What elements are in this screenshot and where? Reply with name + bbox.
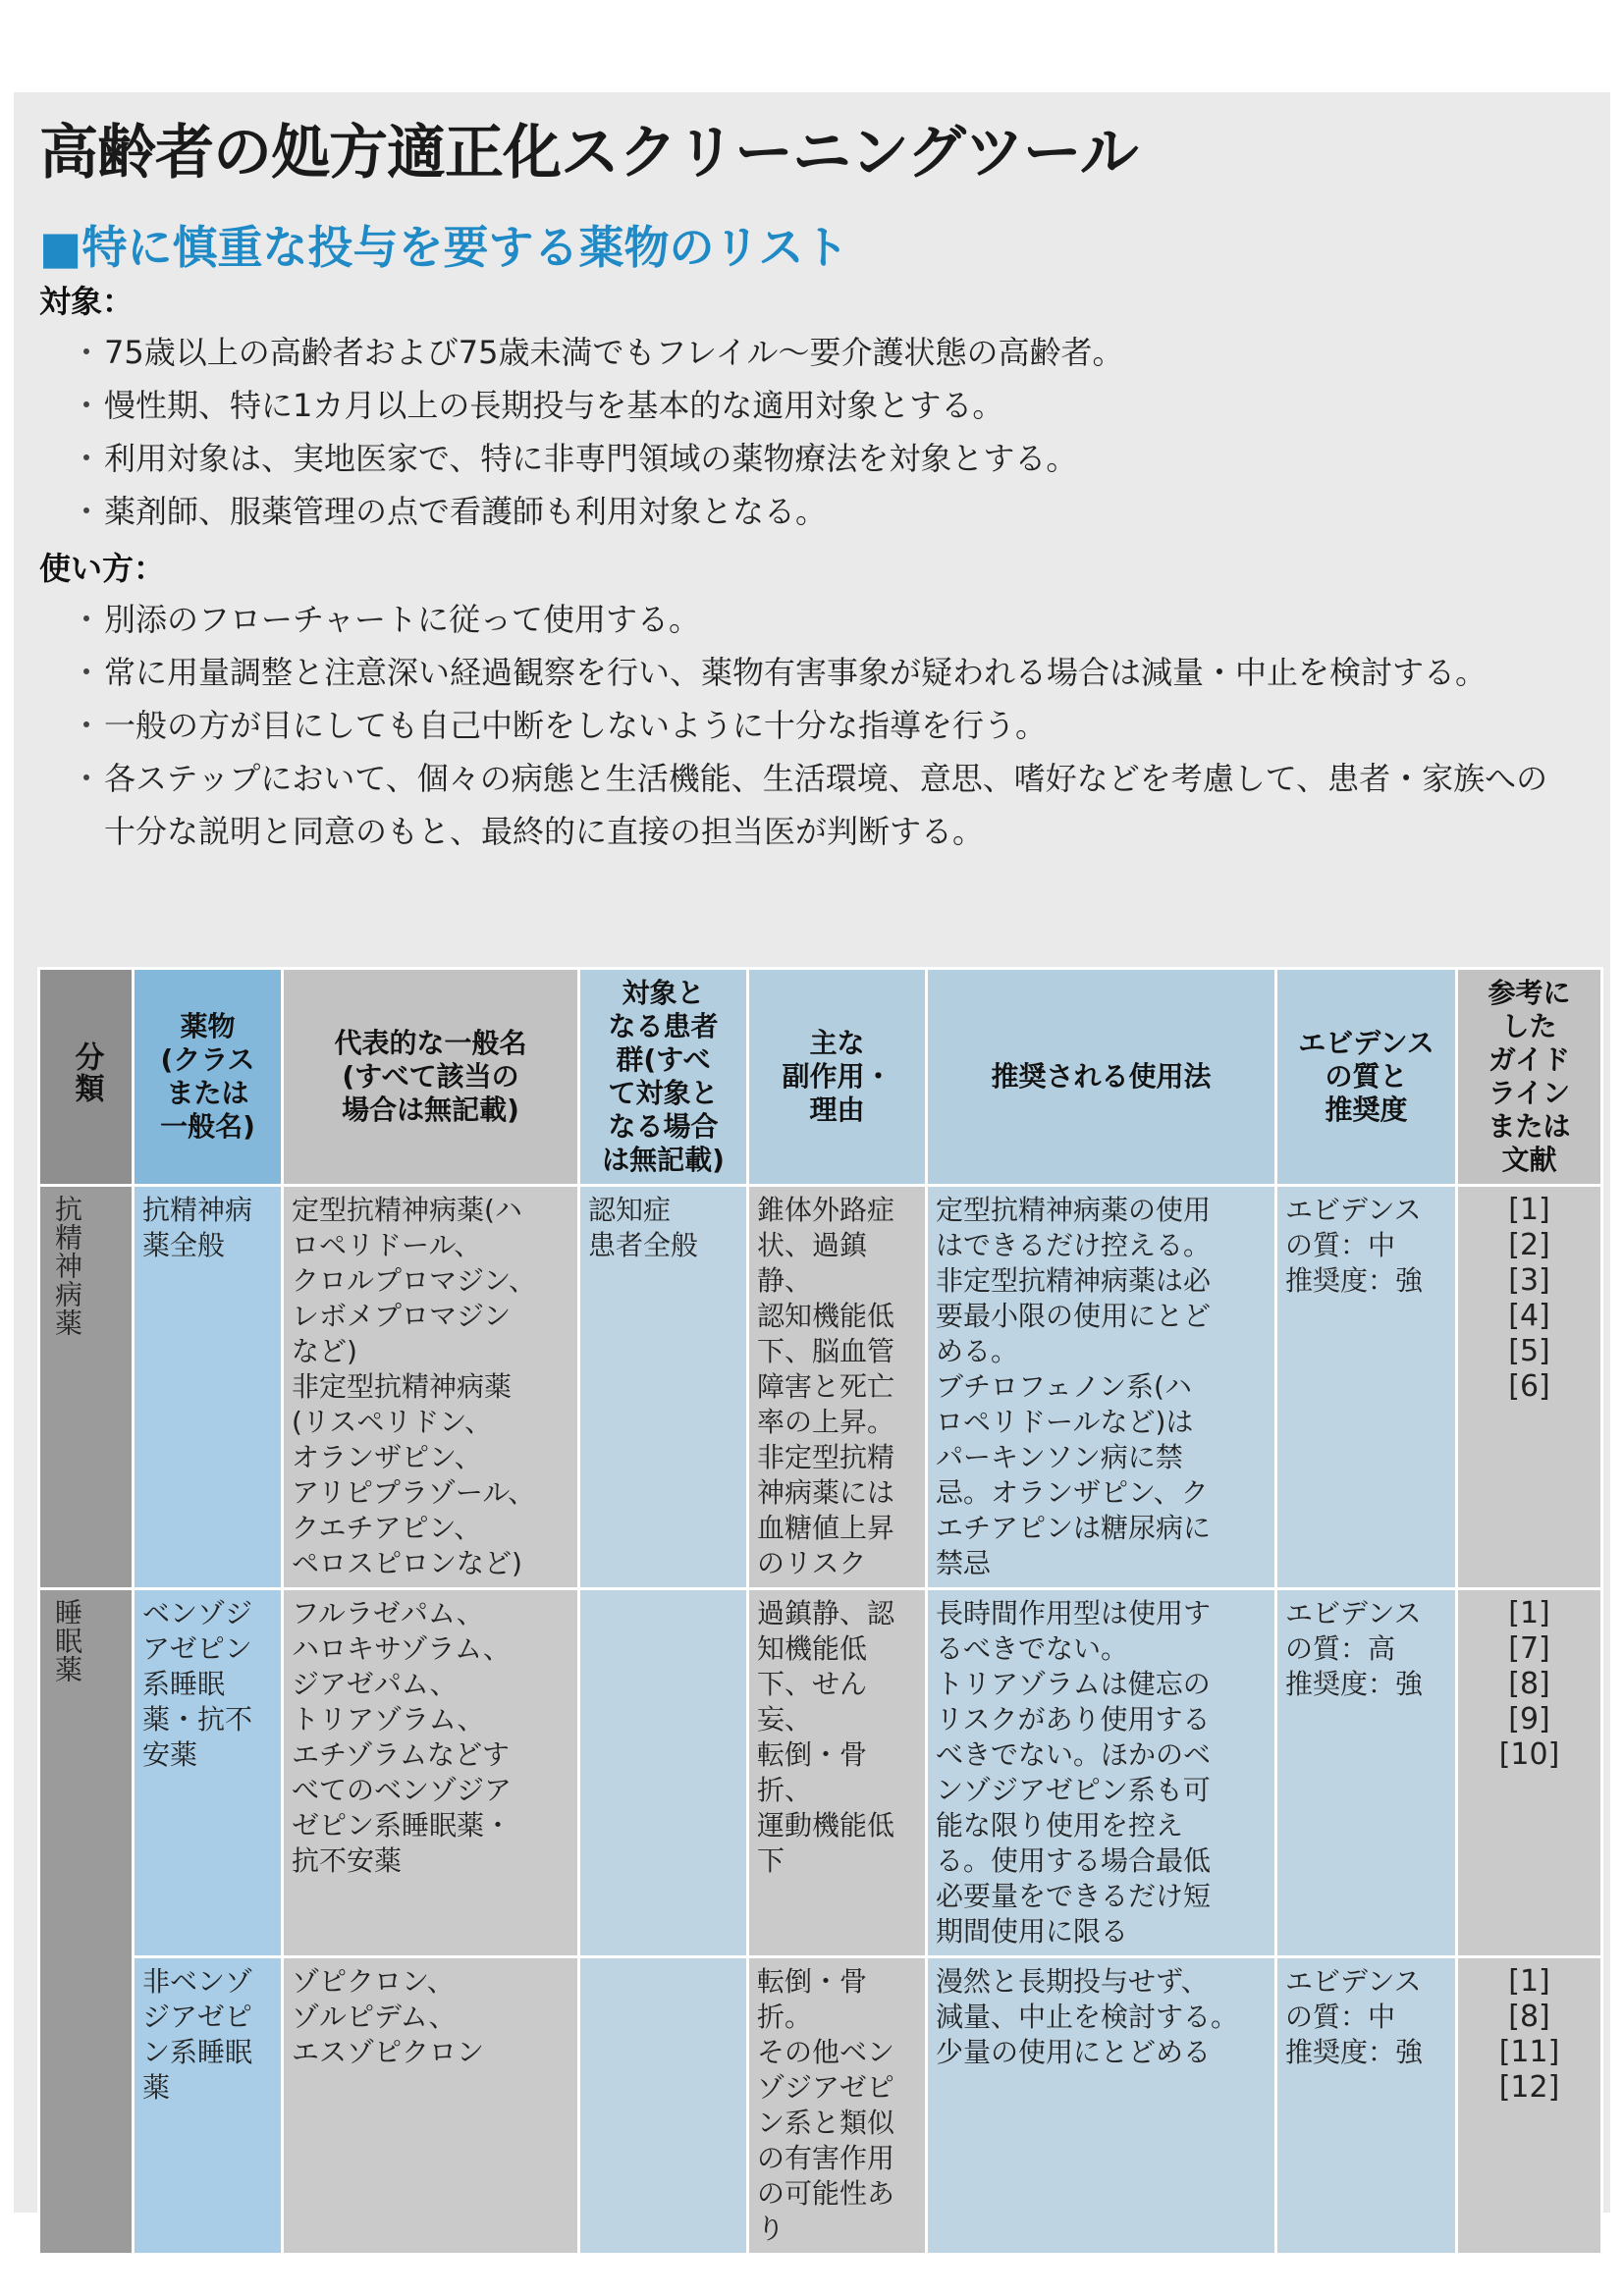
recommended-cell: 漫然と長期投与せず、 減量、中止を検討する。 少量の使用にとどめる	[927, 1957, 1276, 2255]
references-cell: [1] [2] [3] [4] [5] [6]	[1457, 1186, 1602, 1589]
header-side-effects: 主な 副作用・ 理由	[748, 969, 927, 1186]
target-label: 対象：	[39, 283, 135, 320]
evidence-cell: エビデンス の質：高 推奨度：強	[1276, 1589, 1457, 1957]
references-cell: [1] [8] [11] [12]	[1457, 1957, 1602, 2255]
list-item: ・ 75歳以上の高齢者および75歳未満でもフレイル〜要介護状態の高齢者。	[77, 326, 1569, 379]
drug-cell: ベンゾジ アゼピン 系睡眠 薬・抗不 安薬	[134, 1589, 283, 1957]
list-item: ・ 一般の方が目にしても自己中断をしないように十分な指導を行う。	[77, 699, 1569, 752]
usage-list	[77, 593, 1569, 858]
side-effects-cell: 転倒・骨折。 その他ベン ゾジアゼピ ン系と類似 の有害作用 の可能性あ り	[748, 1957, 927, 2255]
side-effects-cell: 錐体外路症 状、過鎮静、 認知機能低 下、脳血管 障害と死亡 率の上昇。 非定型抗精 神病薬には 血糖値上昇 のリスク	[748, 1186, 927, 1589]
list-item: ・ 慢性期、特に1カ月以上の長期投与を基本的な適用対象とする。	[77, 379, 1569, 432]
references-cell: [1] [7] [8] [9] [10]	[1457, 1589, 1602, 1957]
table-row	[39, 1957, 1602, 2255]
drug-cell: 非ベンゾ ジアゼピ ン系睡眠 薬	[134, 1957, 283, 2255]
generic-cell: フルラゼパム、 ハロキサゾラム、 ジアゼパム、 トリアゾラム、 エチゾラムなどす べてのベンゾジア ゼピン系睡眠薬・ 抗不安薬	[283, 1589, 579, 1957]
drug-table	[37, 967, 1603, 2256]
patients-cell: 認知症 患者全般	[579, 1186, 748, 1589]
evidence-cell: エビデンス の質：中 推奨度：強	[1276, 1957, 1457, 2255]
header-patients: 対象と なる患者 群(すべ て対象と なる場合 は無記載)	[579, 969, 748, 1186]
table-row	[39, 1589, 1602, 1957]
header-evidence: エビデンス の質と 推奨度	[1276, 969, 1457, 1186]
recommended-cell: 長時間作用型は使用す るべきでない。 トリアゾラムは健忘の リスクがあり使用する べきでない。ほかのベ ンゾジアゼピン系も可 能な限り使用を控え る。使用する場合最低 必要量をできるだけ短 期間使用に限る	[927, 1589, 1276, 1957]
list-item: ・ 別添のフローチャートに従って使用する。	[77, 593, 1569, 646]
usage-label: 使い方：	[39, 550, 166, 587]
list-item: ・ 利用対象は、実地医家で、特に非専門領域の薬物療法を対象とする。	[77, 432, 1569, 485]
generic-cell: 定型抗精神病薬(ハ ロペリドール、 クロルプロマジン、 レボメプロマジン など) 非定型抗精神病薬 (リスペリドン、 オランザピン、 アリピプラゾール、 クエチアピン、 ペロスピロンなど)	[283, 1186, 579, 1589]
header-references: 参考に した ガイド ライン または 文献	[1457, 969, 1602, 1186]
list-item: ・ 薬剤師、服薬管理の点で看護師も利用対象となる。	[77, 485, 1569, 538]
table-header-row	[39, 969, 1602, 1186]
side-effects-cell: 過鎮静、認 知機能低 下、せん妄、 転倒・骨折、 運動機能低 下	[748, 1589, 927, 1957]
category-cell: 睡眠薬	[39, 1589, 134, 2255]
target-list	[77, 326, 1569, 538]
header-drug: 薬物 (クラス または 一般名)	[134, 969, 283, 1186]
drug-cell: 抗精神病 薬全般	[134, 1186, 283, 1589]
list-item: ・ 各ステップにおいて、個々の病態と生活機能、生活環境、意思、嗜好などを考慮して、患者・家族への十分な説明と同意のもと、最終的に直接の担当医が判断する。	[77, 752, 1569, 858]
header-generic: 代表的な一般名 (すべて該当の 場合は無記載)	[283, 969, 579, 1186]
recommended-cell: 定型抗精神病薬の使用 はできるだけ控える。 非定型抗精神病薬は必 要最小限の使用にとど める。 ブチロフェノン系(ハ ロペリドールなど)は パーキンソン病に禁 忌。オランザピン、ク エチアピンは糖尿病に 禁忌	[927, 1186, 1276, 1589]
list-item: ・ 常に用量調整と注意深い経過観察を行い、薬物有害事象が疑われる場合は減量・中止を検討する。	[77, 646, 1569, 699]
header-recommended: 推奨される使用法	[927, 969, 1276, 1186]
table-row	[39, 1186, 1602, 1589]
category-cell: 抗精神病薬	[39, 1186, 134, 1589]
page-title: 高齢者の処方適正化スクリーニングツール	[39, 119, 1138, 187]
section-title: ■特に慎重な投与を要する薬物のリスト	[39, 221, 849, 274]
header-category: 分類	[39, 969, 134, 1186]
patients-cell	[579, 1957, 748, 2255]
generic-cell: ゾピクロン、 ゾルピデム、 エスゾピクロン	[283, 1957, 579, 2255]
patients-cell	[579, 1589, 748, 1957]
evidence-cell: エビデンス の質：中 推奨度：強	[1276, 1186, 1457, 1589]
